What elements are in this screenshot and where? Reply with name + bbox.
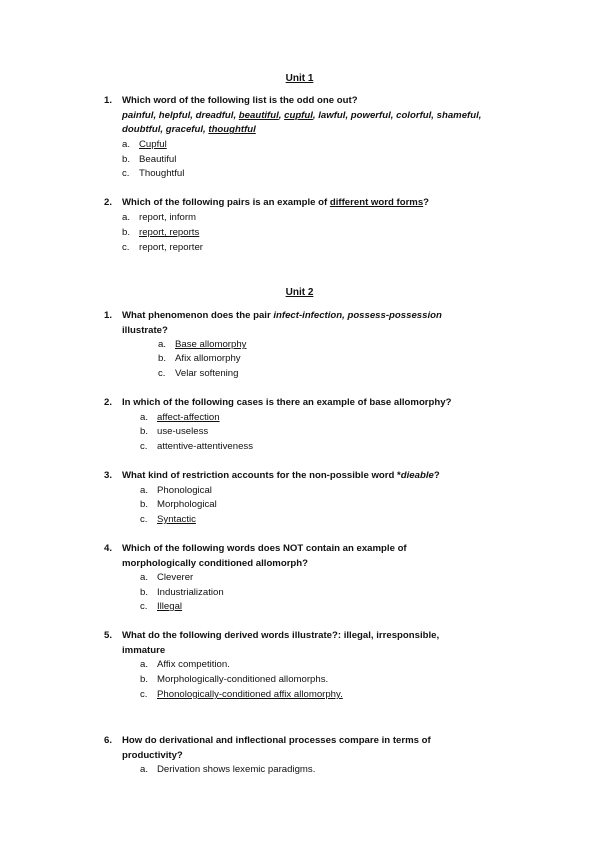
question-text: Which of the following pairs is an example of different word forms?	[122, 197, 430, 208]
option-letter: c.	[140, 601, 148, 612]
question-u2-q2	[104, 396, 524, 411]
question-text: How do derivational and inflectional processes compare in terms of productivity?	[122, 735, 431, 761]
option-label: Illegal	[157, 601, 183, 612]
question-number: 5.	[104, 630, 113, 641]
option-label: affect-affection	[157, 412, 220, 423]
question-number: 3.	[104, 470, 113, 481]
option-letter: a.	[140, 485, 149, 496]
option-letter: a.	[140, 764, 149, 775]
option-label: Base allomorphy	[175, 339, 247, 350]
option-label: Beautiful	[139, 154, 177, 165]
option-letter: c.	[122, 242, 130, 253]
question-text: What phenomenon does the pair infect-infection, possess-possession illustrate?	[122, 310, 442, 336]
question-u1-q2	[104, 196, 484, 211]
word-underlined: thoughtful	[208, 124, 256, 136]
word: graceful	[165, 124, 204, 136]
option-letter: a.	[140, 572, 149, 583]
option-letter: b.	[140, 674, 149, 685]
option-letter: b.	[122, 154, 131, 165]
option-letter: c.	[140, 689, 148, 700]
option-label: Morphological	[157, 499, 217, 510]
word: doubtful	[122, 124, 161, 136]
unit-1-title: Unit 1	[285, 73, 314, 84]
option-letter: a.	[122, 139, 131, 150]
example-word: dieable	[400, 470, 434, 481]
option-label: Morphologically-conditioned allomorphs.	[157, 674, 329, 685]
option-letter: c.	[140, 441, 148, 452]
option-label: Velar softening	[175, 368, 239, 379]
word: colorful	[396, 109, 432, 121]
question-text: What do the following derived words illustrate?: illegal, irresponsible, immature	[122, 630, 440, 656]
question-text: Which word of the following list is the odd one out?	[122, 95, 358, 106]
question-u2-q1	[104, 309, 484, 338]
option-label: use-useless	[157, 426, 209, 437]
option-letter: b.	[158, 353, 167, 364]
question-number: 1.	[104, 95, 113, 106]
word-underlined: cupful	[284, 109, 313, 121]
option-letter: c.	[140, 514, 148, 525]
word-list: painful, helpful, dreadful, beautiful, cupful, lawful, powerful, colorful, shameful, doubtful, graceful, thoughtful	[122, 109, 482, 136]
option-label: Affix competition.	[157, 659, 230, 670]
option-letter: a.	[122, 212, 131, 223]
option-label: Thoughtful	[139, 168, 185, 179]
question-u2-q6	[104, 734, 474, 763]
option-label: Phonological	[157, 485, 212, 496]
question-u2-q3	[104, 469, 524, 484]
option-label: report, reporter	[139, 242, 203, 253]
question-text: In which of the following cases is there an example of base allomorphy?	[122, 397, 452, 408]
option-label: Industrialization	[157, 587, 224, 598]
option-label: Derivation shows lexemic paradigms.	[157, 764, 316, 775]
option-label: Syntactic	[157, 514, 196, 525]
option-letter: b.	[122, 227, 131, 238]
option-letter: a.	[158, 339, 167, 350]
question-u1-q1	[104, 94, 484, 138]
word: lawful	[318, 109, 346, 121]
option-label: report, reports	[139, 227, 200, 238]
option-letter: a.	[140, 659, 149, 670]
option-letter: c.	[158, 368, 166, 379]
question-u2-q5	[104, 629, 484, 658]
option-label: Cupful	[139, 139, 167, 150]
option-label: Cleverer	[157, 572, 194, 583]
option-letter: a.	[140, 412, 149, 423]
option-letter: c.	[122, 168, 130, 179]
question-text: What kind of restriction accounts for the non-possible word *dieable?	[122, 470, 440, 481]
option-label: attentive-attentiveness	[157, 441, 253, 452]
question-text: Which of the following words does NOT contain an example of morphologically conditioned allomorph?	[122, 543, 407, 569]
question-number: 6.	[104, 735, 113, 746]
question-number: 2.	[104, 397, 113, 408]
question-u2-q4	[104, 542, 464, 571]
option-label: Afix allomorphy	[175, 353, 241, 364]
unit-2-title: Unit 2	[285, 287, 314, 298]
key-term: different word forms	[329, 197, 424, 208]
word: painful	[122, 109, 154, 121]
option-label: Phonologically-conditioned affix allomorphy.	[157, 689, 343, 700]
word: powerful	[350, 109, 391, 121]
option-letter: b.	[140, 587, 149, 598]
option-letter: b.	[140, 499, 149, 510]
question-number: 2.	[104, 197, 113, 208]
option-label: report, inform	[139, 212, 197, 223]
word: dreadful	[195, 109, 234, 121]
question-number: 4.	[104, 543, 113, 554]
word-underlined: beautiful	[238, 109, 279, 121]
word: helpful	[158, 109, 191, 121]
word: shameful	[436, 109, 479, 121]
example-pair: infect-infection, possess-possession	[273, 310, 442, 321]
question-number: 1.	[104, 310, 113, 321]
option-letter: b.	[140, 426, 149, 437]
